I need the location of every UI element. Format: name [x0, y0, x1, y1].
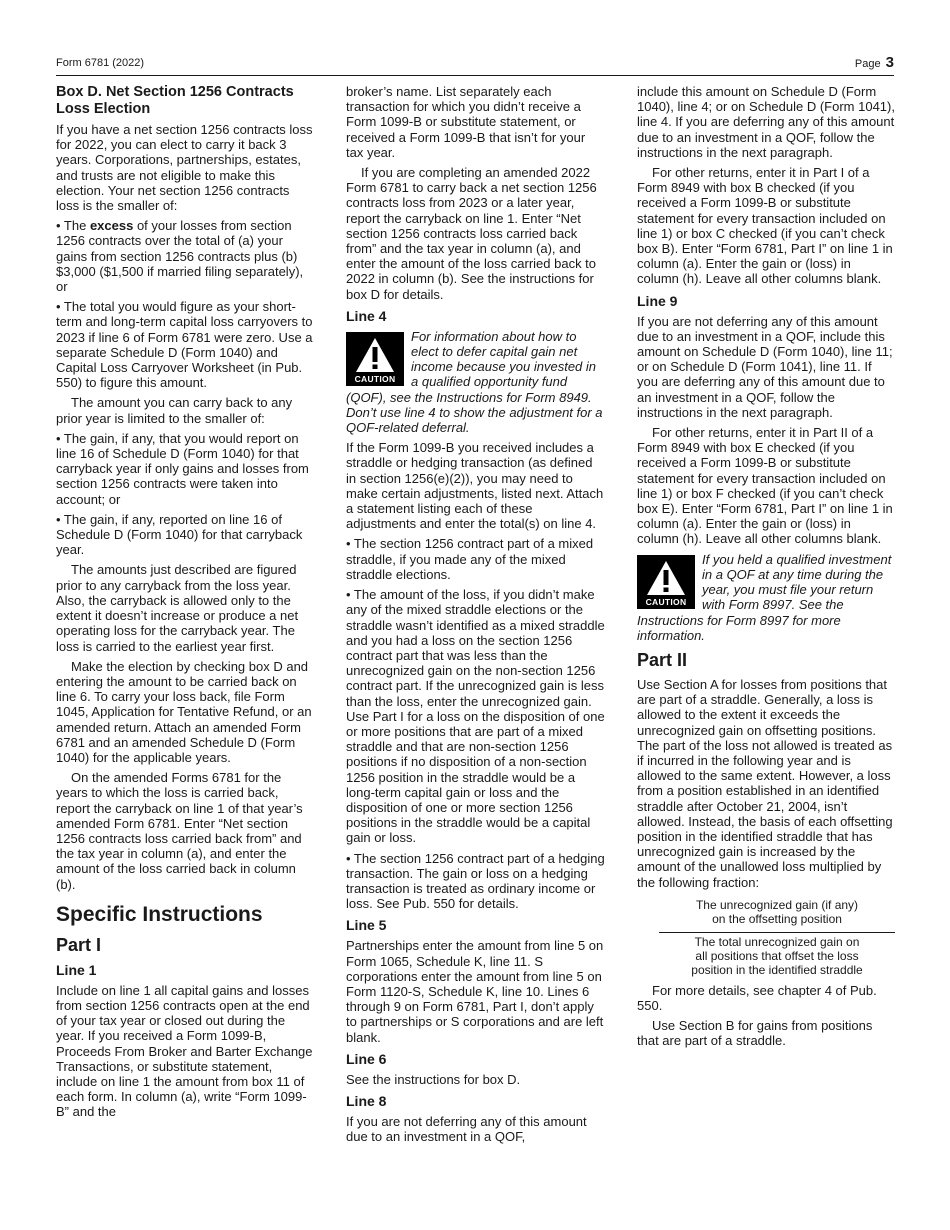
bullet-item: • The section 1256 contract part of a mixed straddle, if you made any of the mixed straddle elections.	[346, 536, 594, 582]
fraction-text: on the offsetting position	[712, 911, 842, 926]
fraction-text: The total unrecognized gain on	[694, 934, 860, 949]
paragraph: broker’s name. List separately each transaction for which you didn’t receive a Form 1099-B or substitute statement, or received a Form 1099-B that isn’t for your tax year.	[346, 84, 586, 160]
caution-label: CAUTION	[645, 596, 687, 607]
page-label: Page	[854, 58, 881, 70]
caution-text: For information about how to elect to defer capital gain net income because you invested in a qualified opportunity fund (QOF), see the Instructions for Form 8949. Don’t use line 4 to show the adjustment for a QOF-related deferral.	[346, 328, 603, 436]
box-d-heading-line2: Loss Election	[56, 101, 151, 117]
bullet-item: • The total you would figure as your short-term and long-term capital loss carryovers to 2023 if line 6 of Form 6781 were zero. Use a separate Schedule D (Form 1040) and Capital Loss Carryover Worksheet (in Pub. 550) to figure this amount.	[56, 299, 313, 391]
warning-triangle-icon	[646, 560, 686, 596]
part-1-heading: Part I	[56, 934, 102, 955]
paragraph: If you are not deferring any of this amount due to an investment in a QOF, include this amount on Schedule D (Form 1040), line 11; or on Schedule D (Form 1041), line 11. If you are deferring any of this amount due to an investment in a QOF, follow the instructions in the next paragraph.	[637, 313, 893, 420]
paragraph: include this amount on Schedule D (Form 1040), line 4; or on Schedule D (Form 1041), line 4. If you are deferring any of this amount due to an investment in a QOF, follow the instructions in the next paragraph.	[637, 84, 895, 160]
fraction-numerator	[659, 898, 895, 932]
caution-note	[637, 552, 895, 643]
paragraph: For other returns, enter it in Part II of a Form 8949 with box E checked (if you received a Form 1099-B or substitute statement for every transaction included on line 1) or box F checked (if you can’t check box E). Enter “Form 6781, Part I” on line 1 in column (a). Enter the gain or (loss) in column (h). Leave all other columns blank.	[637, 425, 893, 547]
caution-icon	[346, 332, 404, 386]
paragraph: If you are completing an amended 2022 Form 6781 to carry back a net section 1256 contracts loss from 2023 or a later year, report the carryback on line 1. Enter “Net section 1256 contracts loss carried back from” and the tax year in column (a), and enter the amount of the loss carried back to 2022 in column (b). See the instructions for box D for details.	[346, 165, 597, 302]
box-d-heading	[56, 84, 314, 118]
caution-note	[346, 329, 606, 435]
line-8-heading: Line 8	[346, 1092, 387, 1109]
caution-icon	[637, 555, 695, 609]
paragraph: The amounts just described are figured prior to any carryback from the loss year. Also, the carryback is allowed only to the extent it doesn’t increase or produce a net operating loss for the carryback year. The loss is carried to the earliest year first.	[56, 562, 299, 654]
line-1-heading: Line 1	[56, 961, 97, 978]
bold-text: excess	[89, 218, 134, 234]
paragraph: The amount you can carry back to any prior year is limited to the smaller of:	[56, 395, 293, 426]
paragraph: For other returns, enter it in Part I of a Form 8949 with box B checked (if you received a Form 1099-B or substitute statement for every transaction included on line 1) or box C checked (if you can’t check box B). Enter “Form 6781, Part I” on line 1 in column (a). Enter the gain or (loss) in column (h). Leave all other columns blank.	[637, 165, 893, 287]
bullet-item: • The gain, if any, that you would report on line 16 of Schedule D (Form 1040) for that carryback year if only gains and losses from section 1256 contracts were taken into account; or	[56, 430, 309, 507]
page-number	[855, 54, 894, 71]
bullet-item: • The section 1256 contract part of a hedging transaction. The gain or loss on a hedging transaction is treated as ordinary income or loss. See Pub. 550 for details.	[346, 850, 605, 912]
paragraph: Partnerships enter the amount from line 5 on Form 1065, Schedule K, line 11. S corporations enter the amount from line 5 on Form 1120-S, Schedule K, line 10. Lines 6 through 9 on Form 6781, Part I, don’t apply to partnerships or S corporations and are left blank.	[346, 938, 604, 1045]
fraction	[659, 898, 895, 977]
line-9-heading: Line 9	[637, 292, 678, 309]
header-rule	[56, 75, 894, 76]
column-1	[56, 84, 314, 1125]
specific-instructions-heading: Specific Instructions	[56, 902, 263, 926]
paragraph: If the Form 1099-B you received includes a straddle or hedging transaction (as defined in section 1256(e)(2)), you may need to make certain adjustments, listed next. Attach a statement listing each of these adjustments and enter the total(s) on line 4.	[346, 440, 604, 532]
page-number-value: 3	[885, 54, 894, 71]
line-4-heading: Line 4	[346, 307, 387, 324]
paragraph: For more details, see chapter 4 of Pub. 550.	[637, 982, 877, 1013]
bullet-text: of your losses from section 1256 contracts over the total of (a) your gains from section 1256 contracts plus (b) $3,000 ($1,500 if married filing separately), or	[56, 218, 304, 295]
bullet-item: • The amount of the loss, if you didn’t make any of the mixed straddle elections or the straddle wasn’t identified as a mixed straddle and you had a loss on the section 1256 contract part that was less than the unrecognized gain on the non-section 1256 contract part. If the unrecognized gain is less than the loss, enter the unrecognized gain. Use Part I for a loss on the disposition of one or more positions that are part of a mixed straddle and that are non-section 1256 positions if no disposition of a non-section 1256 position in the straddle would be a long-term capital gain or loss and the disposition of one or more section 1256 positions in the straddle would be a capital gain or loss.	[346, 587, 605, 846]
caution-text: If you held a qualified investment in a QOF at any time during the year, you must file your return with Form 8997. See the Instructions for Form 8997 for more information.	[637, 551, 892, 643]
paragraph: Make the election by checking box D and entering the amount to be carried back on line 6. To carry your loss back, file Form 1045, Application for Tentative Refund, or an amended return. Attach an amended Form 6781 and an amended Schedule D (Form 1040) for the applicable years.	[56, 658, 312, 765]
line-6-heading: Line 6	[346, 1050, 387, 1067]
paragraph: If you are not deferring any of this amount due to an investment in a QOF,	[346, 1113, 587, 1145]
box-d-heading-line1: Box D. Net Section 1256 Contracts	[56, 84, 294, 100]
warning-triangle-icon	[355, 337, 395, 373]
column-3	[637, 84, 895, 1054]
paragraph: On the amended Forms 6781 for the years to which the loss is carried back, report the carryback on line 1 of that year’s amended Form 6781. Enter “Net section 1256 contracts loss carried back from” and the tax year in column (a), and enter the amount of the loss carried back in column (b).	[56, 770, 303, 892]
bullet-item	[56, 218, 314, 294]
bullet-text: • The	[56, 218, 90, 234]
bullet-item: • The gain, if any, reported on line 16 of Schedule D (Form 1040) for that carryback year.	[56, 511, 303, 558]
paragraph: Include on line 1 all capital gains and losses from section 1256 contracts open at the end of your tax year or closed out during the year. If you received a Form 1099-B, Proceeds From Broker and Barter Exchange Transactions, or substitute statement, include on line 1 the amount from box 11 of each form. In column (a), write “Form 1099-B” and the	[56, 982, 313, 1120]
part-2-heading: Part II	[637, 649, 688, 670]
fraction-text: position in the identified straddle	[691, 962, 863, 977]
fraction-text: all positions that offset the loss	[695, 948, 859, 963]
fraction-text: The unrecognized gain (if any)	[695, 897, 859, 912]
paragraph: Use Section A for losses from positions that are part of a straddle. Generally, a loss is allowed to the extent it exceeds the unrecognized gain on offsetting positions. The part of the loss not allowed is treated as if incurred in the following year and is allowed to the same extent. However, a loss from a position established in an identified straddle after October 21, 2004, isn’t allowed. Instead, the basis of each offsetting position in the identified straddle that has unrecognized gain is increased by the amount of the unallowed loss multiplied by the following fraction:	[637, 676, 893, 890]
column-2	[346, 84, 606, 1149]
form-label: Form 6781 (2022)	[56, 57, 145, 69]
paragraph: See the instructions for box D.	[346, 1071, 521, 1087]
line-5-heading: Line 5	[346, 917, 387, 934]
paragraph: If you have a net section 1256 contracts loss for 2022, you can elect to carry it back 3 years. Corporations, partnerships, estates, and trusts are not eligible to make this election. Your net section 1256 contracts loss is the smaller of:	[56, 122, 313, 214]
paragraph: Use Section B for gains from positions that are part of a straddle.	[637, 1018, 873, 1049]
caution-label: CAUTION	[354, 373, 396, 384]
fraction-denominator	[659, 932, 895, 977]
